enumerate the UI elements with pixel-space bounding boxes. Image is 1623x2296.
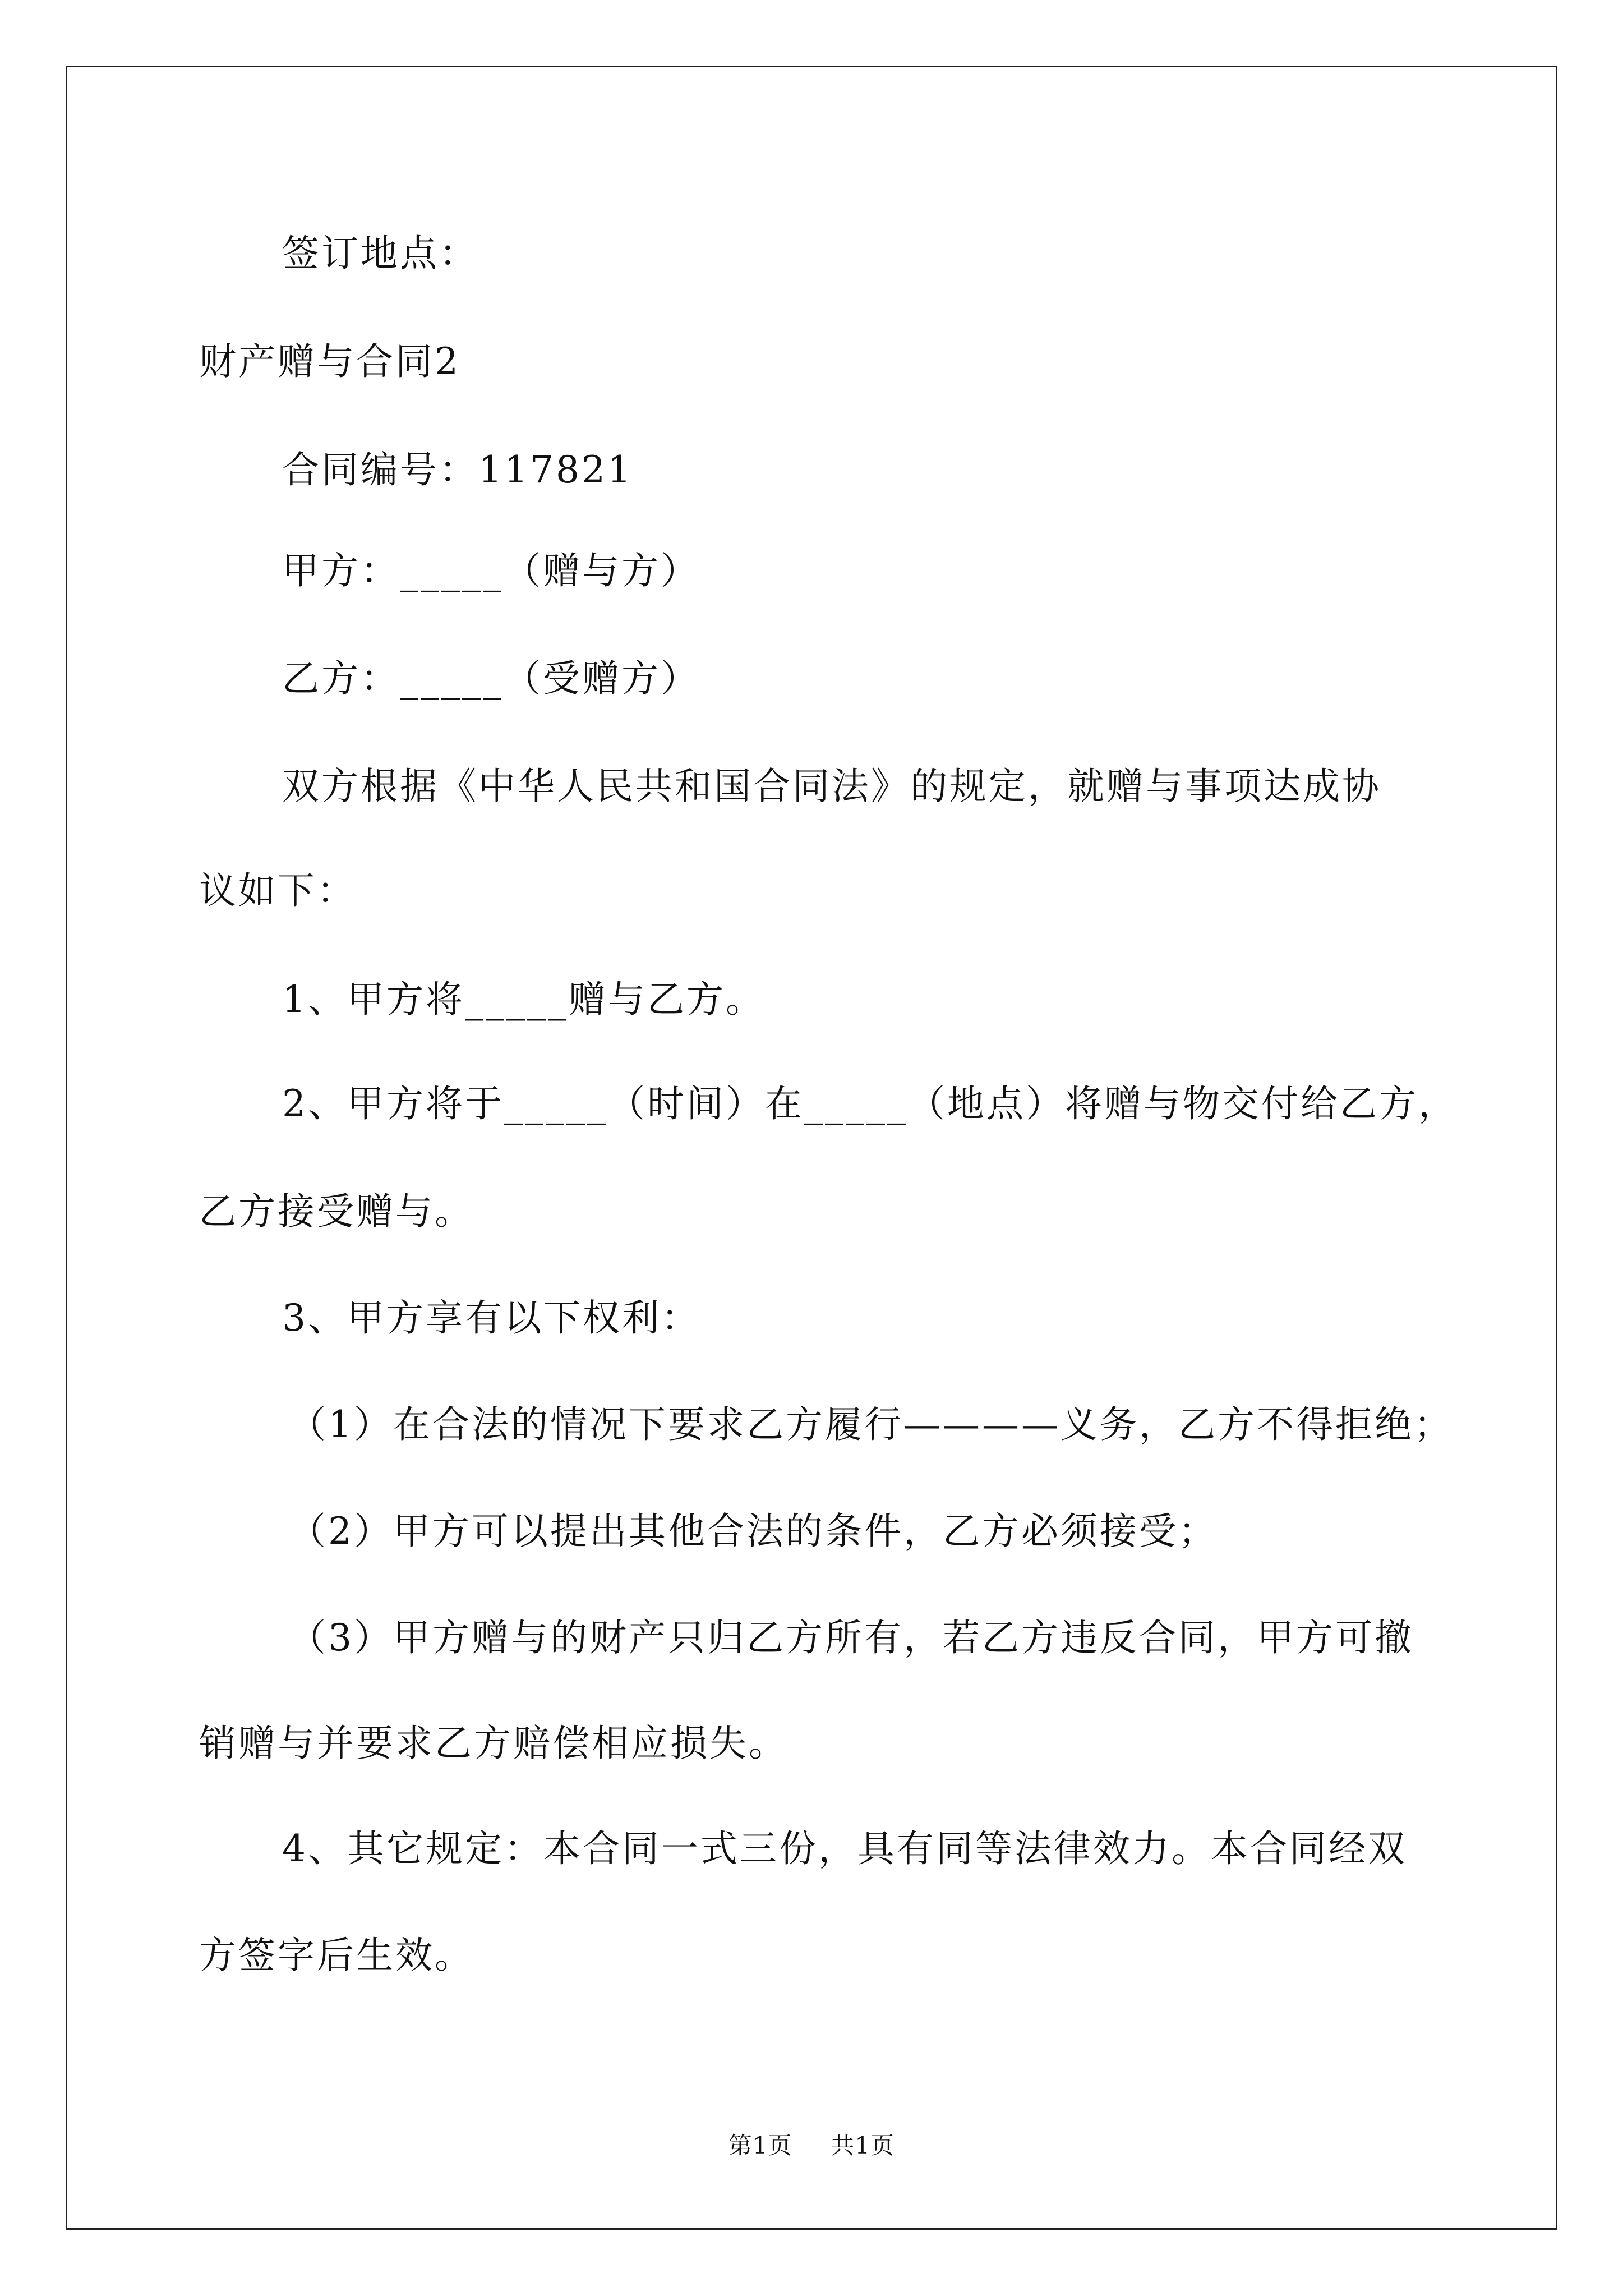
contract-number-line: 合同编号：117821 (282, 448, 633, 491)
clause-3-heading: 3、甲方享有以下权利： (282, 1296, 700, 1340)
clause-3-item-3-line-2: 销赠与并要求乙方赔偿相应损失。 (199, 1722, 788, 1765)
page-footer (0, 2132, 1623, 2160)
clause-3-item-1: （1）在合法的情况下要求乙方履行————义务，乙方不得拒绝； (289, 1403, 1453, 1446)
clause-1: 1、甲方将_____赠与乙方。 (282, 978, 765, 1021)
clause-3-item-3-line-1: （3）甲方赠与的财产只归乙方所有，若乙方违反合同，甲方可撤 (289, 1616, 1414, 1659)
clause-3-item-2: （2）甲方可以提出其他合法的条件，乙方必须接受； (289, 1510, 1218, 1553)
page-number-current: 第1页 (728, 2132, 792, 2159)
page-border (66, 66, 1557, 2230)
clause-2-line-1: 2、甲方将于_____（时间）在_____（地点）将赠与物交付给乙方， (282, 1082, 1458, 1125)
preamble-line-1: 双方根据《中华人民共和国合同法》的规定，就赠与事项达成协 (282, 765, 1381, 808)
party-b-line: 乙方：_____（受赠方） (282, 657, 700, 700)
signing-place-line: 签订地点： (282, 232, 478, 275)
party-a-line: 甲方：_____（赠与方） (282, 549, 700, 592)
clause-2-line-2: 乙方接受赠与。 (199, 1190, 474, 1233)
clause-4-line-2: 方签字后生效。 (199, 1934, 474, 1977)
preamble-line-2: 议如下： (199, 869, 356, 912)
contract-title: 财产赠与合同2 (199, 340, 460, 383)
clause-4-line-1: 4、其它规定：本合同一式三份，具有同等法律效力。本合同经双 (282, 1827, 1407, 1870)
page-number-total: 共1页 (831, 2132, 895, 2159)
